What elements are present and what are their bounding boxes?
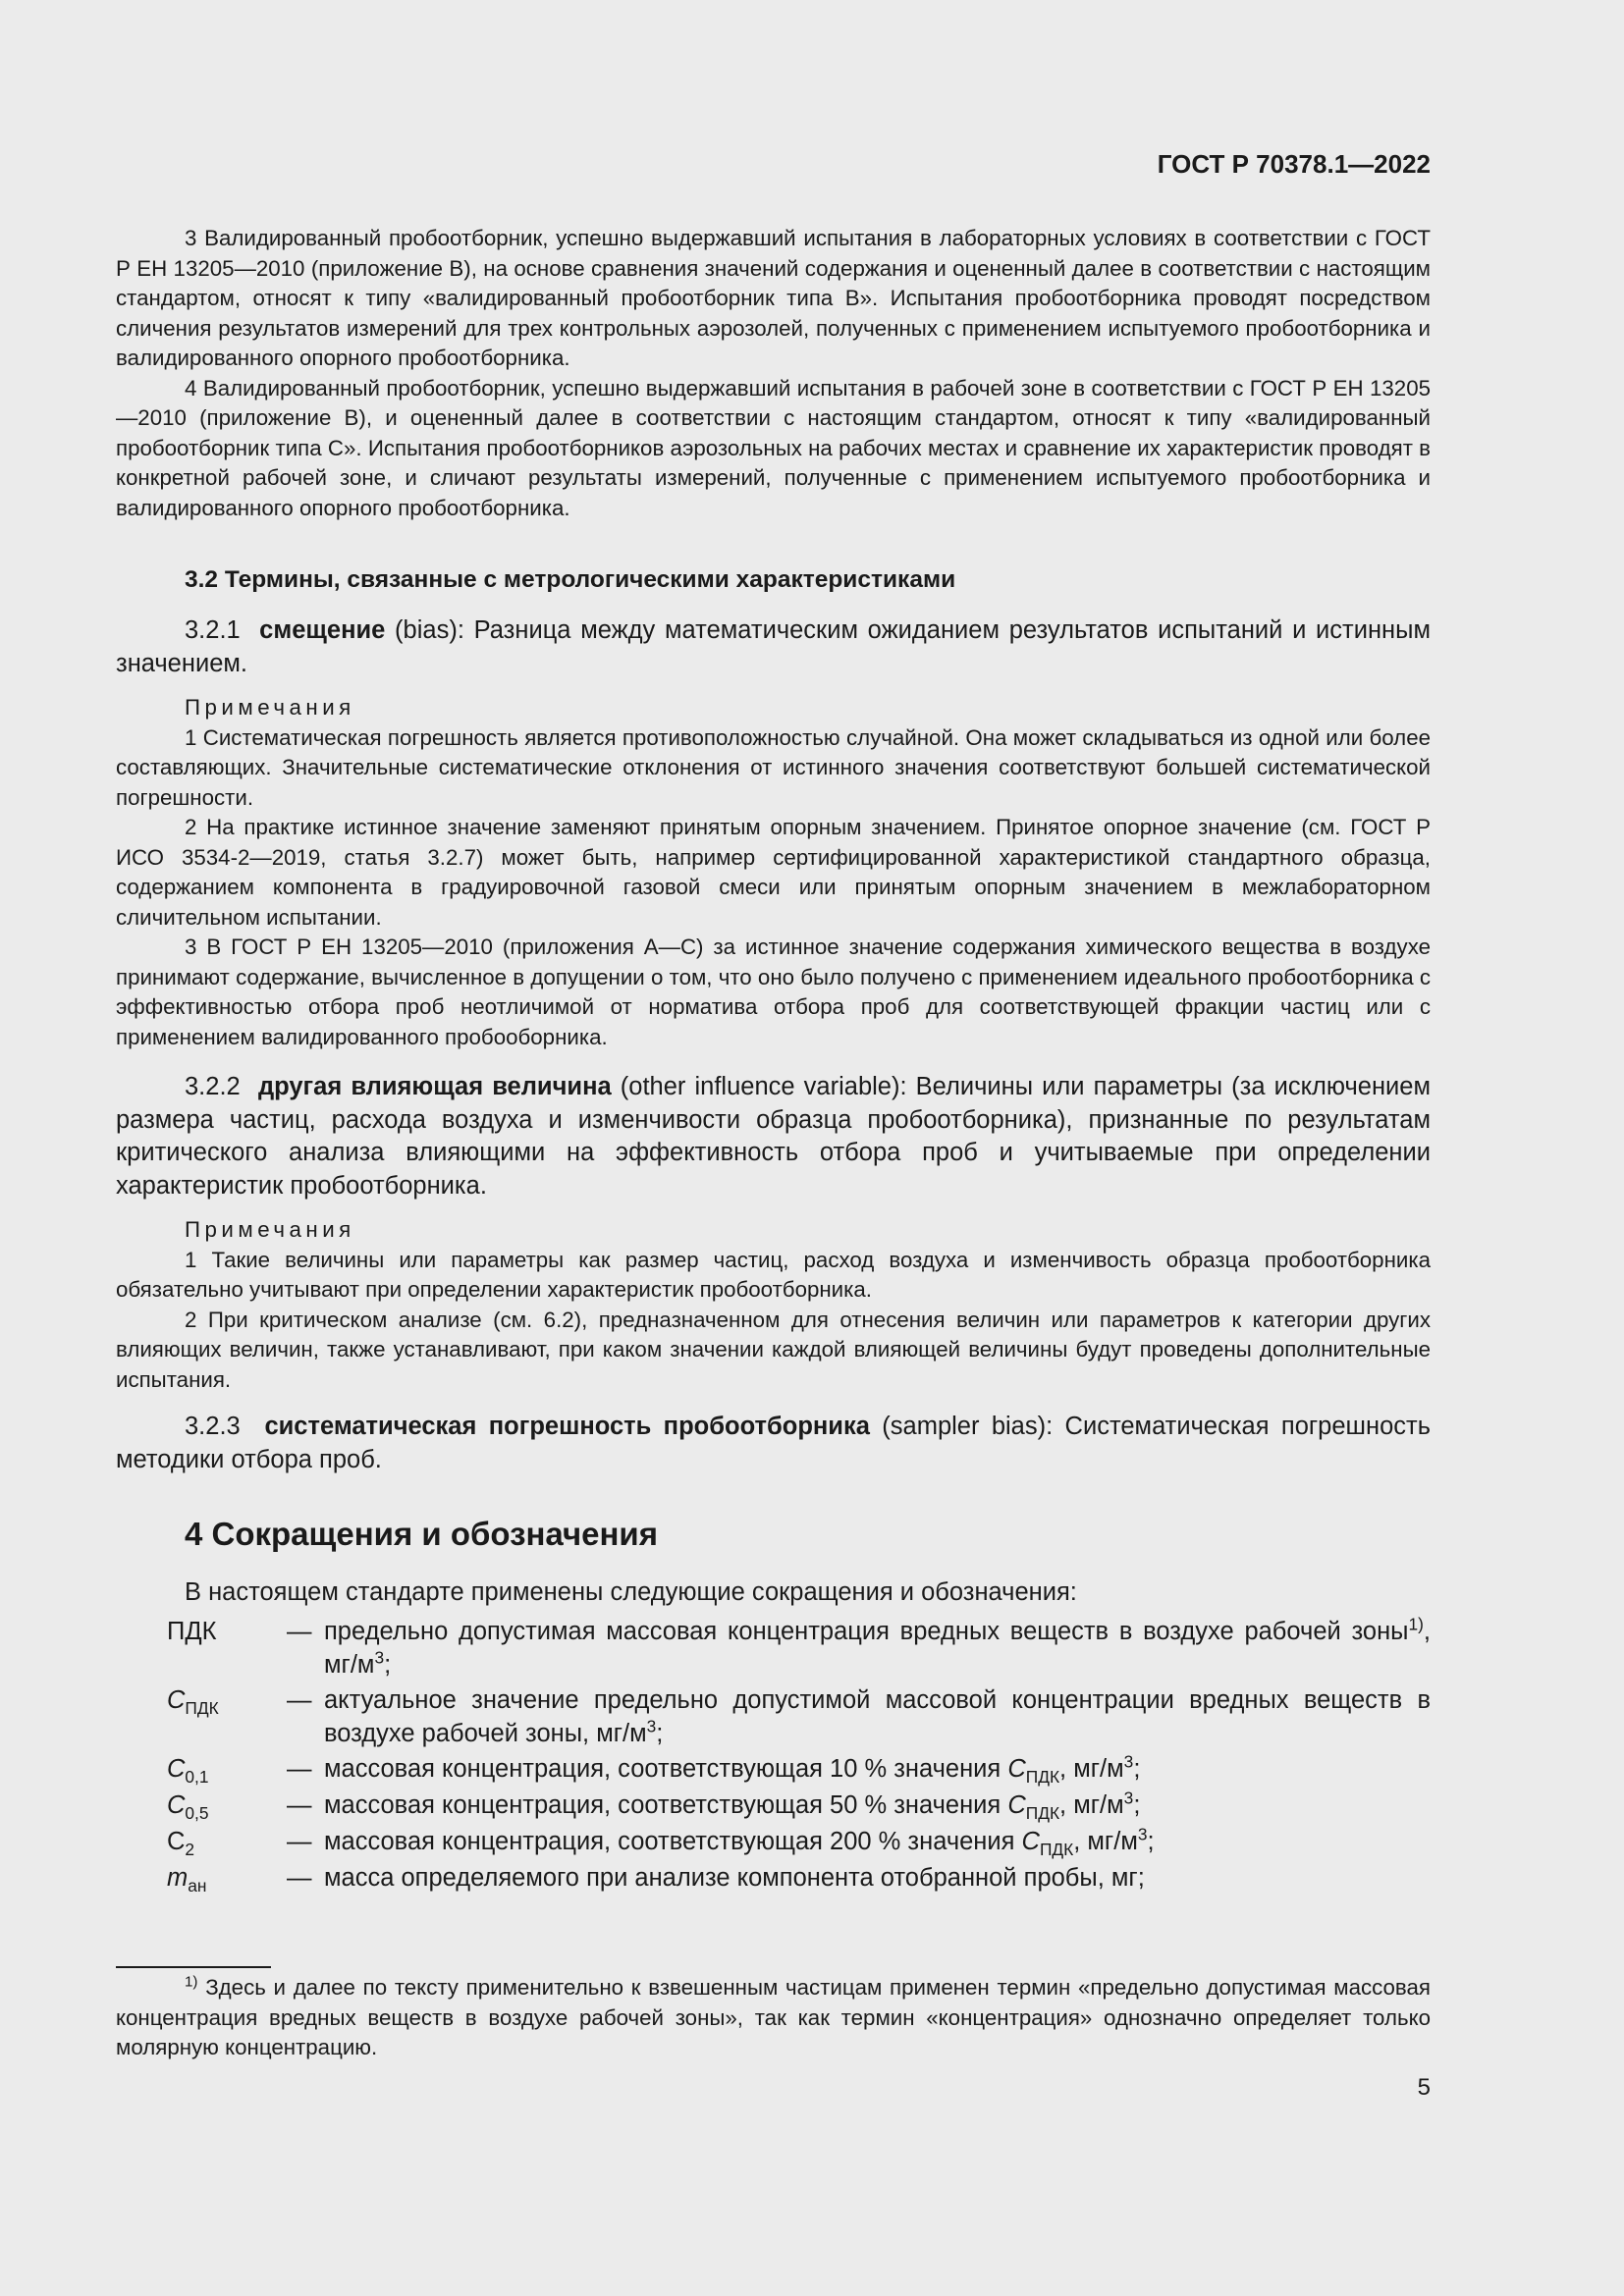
footnote-separator: [116, 1966, 271, 1968]
abbreviation-key: $m_{ан}$: [167, 1864, 207, 1896]
section-4-intro: В настоящем стандарте применены следующие сокращения и обозначения:: [185, 1578, 1077, 1606]
abbreviation-row: [167, 1753, 1431, 1789]
abbreviation-key: $C_2$: [167, 1828, 195, 1860]
footnote: [116, 1973, 1431, 2063]
note-item: 2 На практике истинное значение заменяют принятым опорным значением. Принятое опорное значение (см. ГОСТ Р ИСО 3534-2—2019, статья 3.2.7) может быть, например сертифицированной характеристикой стандартного образца, содержанием компонента в градуировочной газовой смеси или принятым опорным значением в межлабораторном сличительном испытании.: [116, 815, 1431, 930]
abbreviation-key: ПДК: [167, 1618, 217, 1645]
abbreviation-row: [167, 1684, 1431, 1751]
note-item: 1 Систематическая погрешность является противоположностью случайной. Она может складываться из одной или более составляющих. Значительные систематические отклонения от истинного значения соответствуют большей систематической погрешности.: [116, 724, 1431, 810]
notes-title: Примечания: [185, 695, 355, 720]
abbreviation-dash: —: [287, 1828, 312, 1855]
abbreviation-definition: массовая концентрация, соответствующая 200 % значения $C_{ПДК}$, $мг/м^3$;: [324, 1824, 1155, 1860]
abbreviation-dash: —: [287, 1686, 312, 1714]
abbreviation-definition: массовая концентрация, соответствующая 10 % значения $C_{ПДК}$, $мг/м^3$;: [324, 1751, 1141, 1788]
abbreviation-dash: —: [287, 1618, 312, 1645]
footnote-mark: 1): [185, 1973, 198, 1991]
abbreviation-key: $C_{0,5}$: [167, 1791, 209, 1824]
abbreviation-dash: —: [287, 1755, 312, 1783]
intro-notes: [116, 224, 1431, 523]
note-item: 2 При критическом анализе (см. 6.2), предназначенном для отнесения величин или параметров к категории других влияющих величин, также устанавливают, при каком значении каждой влияющей величины будут проведены дополнительные испытания.: [116, 1307, 1431, 1392]
abbreviation-definition: актуальное значение предельно допустимой массовой концентрации вредных веществ в воздухе рабочей зоны, $мг/м^3$;: [324, 1686, 1431, 1747]
notes-title: Примечания: [185, 1217, 355, 1242]
abbreviation-row: [167, 1789, 1431, 1825]
abbreviation-dash: —: [287, 1864, 312, 1892]
notes-3-2-1: [116, 693, 1431, 1052]
term-name: систематическая погрешность пробоотборника: [264, 1413, 870, 1440]
document-number: ГОСТ Р 70378.1—2022: [1157, 149, 1431, 179]
term-definition: (other influence variable): Величины или параметры (за исключением размера частиц, расхода воздуха и изменчивости образца пробоотборника), признанные по результатам критического анализа влияющими на эффективность отбора проб и учитываемые при определении характеристик пробоотборника.: [116, 1073, 1432, 1200]
footnote-text: Здесь и далее по тексту применительно к взвешенным частицам применен термин «предельно допустимая массовая концентрация вредных веществ в воздухе рабочей зоны», так как термин «концентрация» однозначно определяет только молярную концентрацию.: [116, 1975, 1431, 2059]
notes-3-2-2: [116, 1215, 1431, 1395]
term-name: другая влияющая величина: [257, 1073, 612, 1100]
term-number: 3.2.2: [185, 1073, 241, 1100]
section-4-title: 4 Сокращения и обозначения: [185, 1516, 658, 1552]
abbreviation-row: [167, 1862, 1431, 1897]
abbreviation-row: [167, 1826, 1431, 1861]
note-paragraph: 4 Валидированный пробоотборник, успешно выдержавший испытания в рабочей зоне в соответствии с ГОСТ Р ЕН 13205—2010 (приложение В), и оцененный далее в соответствии с настоящим стандартом, относят к типу «валидированный пробоотборник типа С». Испытания пробоотборников аэрозольных на рабочих местах и сравнение их характеристик проводят в конкретной рабочей зоне, и сличают результаты измерений, полученные с применением испытуемого пробоотборника и валидированного опорного пробоотборника.: [116, 375, 1431, 520]
abbreviation-dash: —: [287, 1791, 312, 1819]
term-definition: (sampler bias): Систематическая погрешность методики отбора проб.: [116, 1413, 1431, 1473]
note-paragraph: 3 Валидированный пробоотборник, успешно выдержавший испытания в лабораторных условиях в соответствии с ГОСТ Р ЕН 13205—2010 (приложение В), на основе сравнения значений содержания и оцененный далее в соответствии с настоящим стандартом, относят к типу «валидированный пробоотборник типа В». Испытания пробоотборника проводят посредством сличения результатов измерений для трех контрольных аэрозолей, полученных с применением испытуемого пробоотборника и валидированного опорного пробоотборника.: [116, 226, 1431, 370]
abbreviation-key: $C_{ПДК}$: [167, 1686, 219, 1719]
section-3-2-title: 3.2 Термины, связанные с метрологическими характеристиками: [185, 566, 956, 593]
abbreviation-definition: масса определяемого при анализе компонента отобранной пробы, мг;: [324, 1864, 1145, 1892]
term-3-2-1: [116, 614, 1431, 680]
footnote-ref: 1): [1408, 1614, 1424, 1634]
term-definition: (bias): Разница между математическим ожиданием результатов испытаний и истинным значением.: [116, 616, 1431, 677]
abbreviation-key: $C_{0,1}$: [167, 1755, 209, 1788]
term-number: 3.2.3: [185, 1413, 241, 1440]
term-number: 3.2.1: [185, 616, 241, 644]
note-item: 1 Такие величины или параметры как размер частиц, расход воздуха и изменчивость образца пробоотборника обязательно учитывают при определении характеристик пробоотборника.: [116, 1247, 1431, 1302]
page-number: 5: [1417, 2074, 1431, 2101]
term-name: смещение: [259, 616, 386, 644]
note-item: 3 В ГОСТ Р ЕН 13205—2010 (приложения А—С) за истинное значение содержания химического вещества в воздухе принимают содержание, вычисленное в допущении о том, что оно было получено с применением идеального пробоотборника с эффективностью отбора проб неотличимой от норматива отбора проб для соответствующей фракции частиц или с применением валидированного пробооборника.: [116, 934, 1431, 1049]
term-3-2-2: [116, 1071, 1431, 1202]
term-3-2-3: [116, 1411, 1431, 1476]
abbreviation-definition: предельно допустимая массовая концентрация вредных веществ в воздухе рабочей зоны$^{1)}$, $мг/м^3$;: [324, 1614, 1431, 1679]
abbreviation-definition: массовая концентрация, соответствующая 50 % значения $C_{ПДК}$, $мг/м^3$;: [324, 1788, 1141, 1824]
abbreviation-row: [167, 1616, 1431, 1682]
